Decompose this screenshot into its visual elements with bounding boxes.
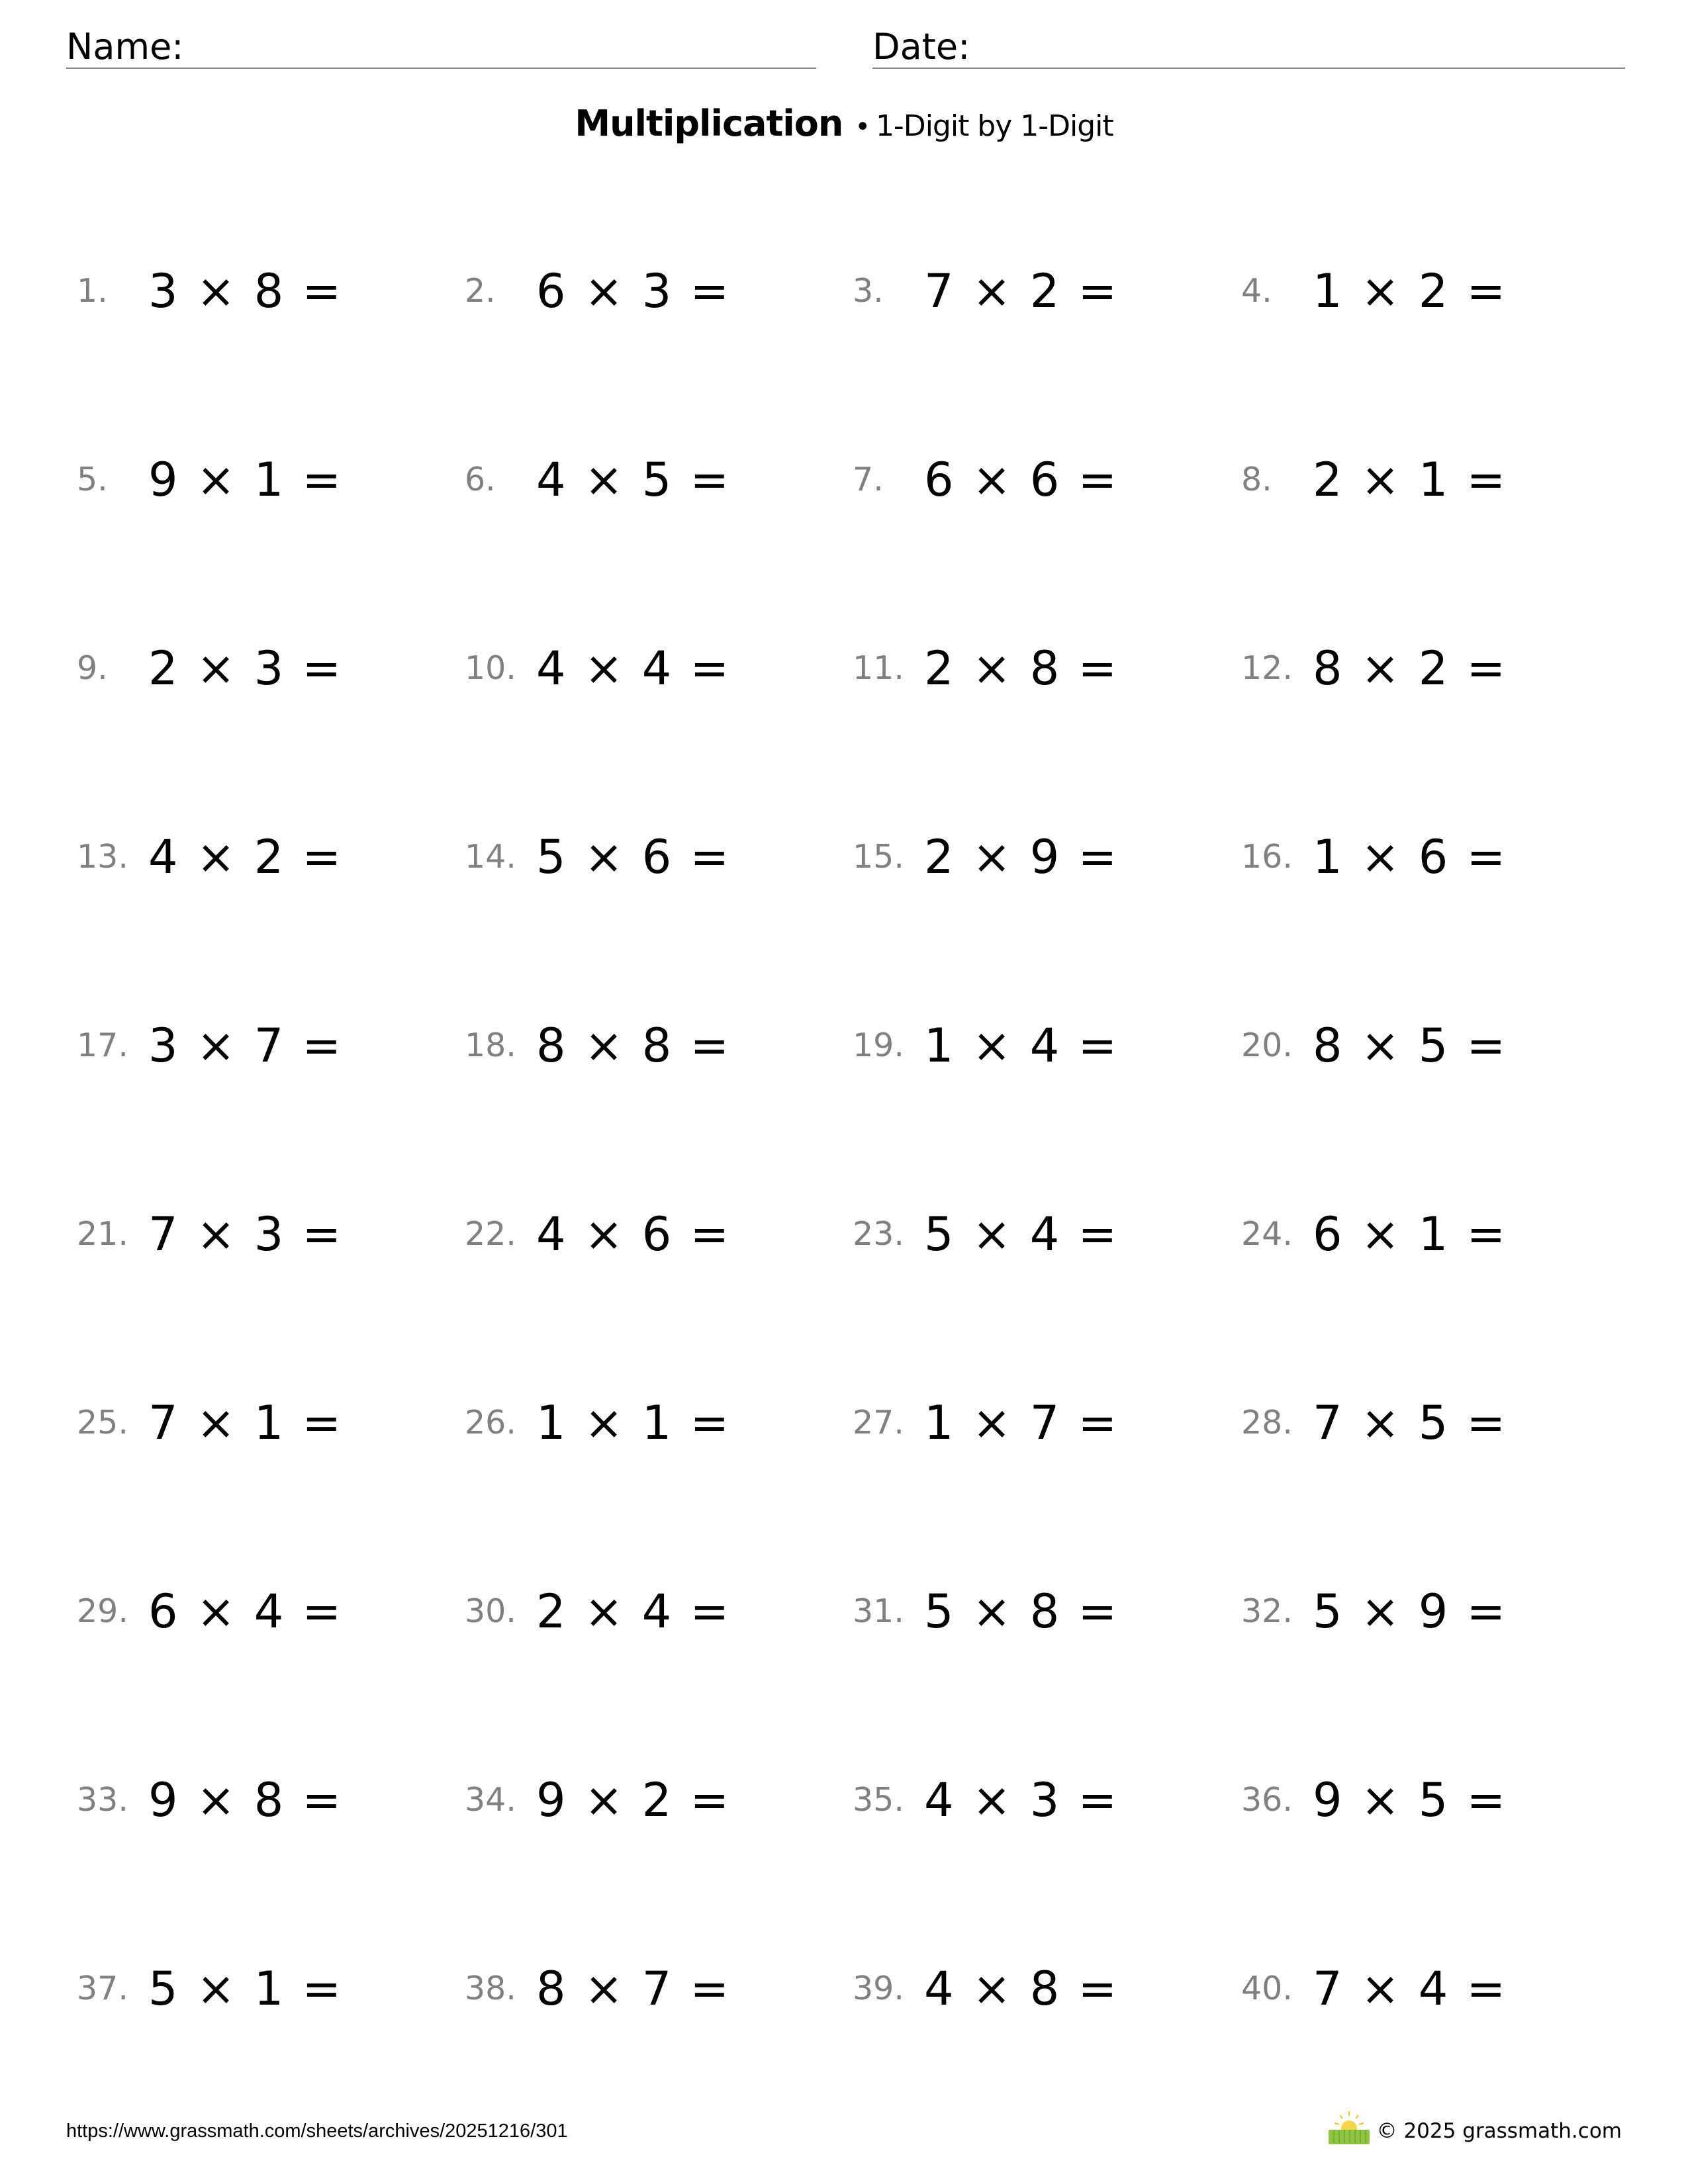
problem-number: 15. [853,838,904,876]
problem-number: 20. [1241,1026,1293,1064]
problem-expression: 1 × 1 = [536,1396,729,1450]
problem-number: 39. [853,1970,904,2007]
problem-expression: 9 × 8 = [148,1773,342,1827]
problem-expression: 1 × 4 = [924,1019,1117,1073]
problem-number: 21. [77,1215,128,1253]
problem-expression: 2 × 9 = [924,830,1117,884]
problem-expression: 3 × 7 = [148,1019,342,1073]
problem-expression: 6 × 4 = [148,1584,342,1639]
problem-number: 16. [1241,838,1293,876]
problem-expression: 4 × 4 = [536,641,729,696]
title-separator: • [855,112,870,142]
problem-expression: 5 × 8 = [924,1584,1117,1639]
problem-number: 31. [853,1592,904,1630]
problem-number: 23. [853,1215,904,1253]
problem-expression: 3 × 8 = [148,264,342,318]
problem-number: 27. [853,1404,904,1441]
problem-number: 28. [1241,1404,1293,1441]
problem-expression: 6 × 6 = [924,453,1117,507]
footer-url: https://www.grassmath.com/sheets/archives/20251216/301 [66,2120,568,2142]
problem-number: 11. [853,649,904,687]
problem-expression: 2 × 1 = [1313,453,1506,507]
problem-expression: 4 × 8 = [924,1962,1117,2016]
problem-expression: 1 × 2 = [1313,264,1506,318]
title-main: Multiplication [575,103,843,144]
problem-expression: 7 × 5 = [1313,1396,1506,1450]
problem-expression: 6 × 1 = [1313,1207,1506,1261]
problem-number: 17. [77,1026,128,1064]
problem-number: 3. [853,272,884,310]
problem-number: 37. [77,1970,128,2007]
problem-number: 30. [465,1592,516,1630]
problem-number: 26. [465,1404,516,1441]
problem-expression: 9 × 2 = [536,1773,729,1827]
problem-number: 18. [465,1026,516,1064]
problem-number: 25. [77,1404,128,1441]
problem-number: 38. [465,1970,516,2007]
problem-number: 4. [1241,272,1272,310]
problem-expression: 4 × 6 = [536,1207,729,1261]
problem-number: 14. [465,838,516,876]
problem-number: 6. [465,461,496,498]
problem-number: 29. [77,1592,128,1630]
problem-expression: 2 × 3 = [148,641,342,696]
problem-expression: 5 × 4 = [924,1207,1117,1261]
problem-expression: 9 × 5 = [1313,1773,1506,1827]
problem-expression: 7 × 2 = [924,264,1117,318]
problem-expression: 7 × 3 = [148,1207,342,1261]
problem-number: 12. [1241,649,1293,687]
problem-expression: 8 × 8 = [536,1019,729,1073]
problem-expression: 4 × 5 = [536,453,729,507]
problem-number: 2. [465,272,496,310]
problem-expression: 8 × 7 = [536,1962,729,2016]
problem-number: 24. [1241,1215,1293,1253]
grass-sun-logo-icon [1327,2110,1371,2146]
problem-expression: 1 × 7 = [924,1396,1117,1450]
problem-expression: 7 × 4 = [1313,1962,1506,2016]
problem-number: 34. [465,1781,516,1819]
problem-expression: 2 × 4 = [536,1584,729,1639]
problem-number: 13. [77,838,128,876]
problem-number: 8. [1241,461,1272,498]
problem-expression: 1 × 6 = [1313,830,1506,884]
problem-number: 10. [465,649,516,687]
problem-expression: 8 × 5 = [1313,1019,1506,1073]
problem-expression: 8 × 2 = [1313,641,1506,696]
problem-number: 5. [77,461,108,498]
problem-expression: 7 × 1 = [148,1396,342,1450]
problem-expression: 5 × 9 = [1313,1584,1506,1639]
problem-expression: 6 × 3 = [536,264,729,318]
problem-expression: 2 × 8 = [924,641,1117,696]
problem-expression: 9 × 1 = [148,453,342,507]
problem-number: 33. [77,1781,128,1819]
problem-number: 22. [465,1215,516,1253]
date-label: Date: [872,26,970,68]
title-subtitle: 1-Digit by 1-Digit [875,109,1113,143]
problem-number: 19. [853,1026,904,1064]
problem-number: 9. [77,649,108,687]
problem-number: 1. [77,272,108,310]
problem-number: 36. [1241,1781,1293,1819]
problem-expression: 4 × 2 = [148,830,342,884]
problem-number: 40. [1241,1970,1293,2007]
footer-copyright: © 2025 grassmath.com [1376,2119,1622,2143]
problem-number: 32. [1241,1592,1293,1630]
problem-expression: 5 × 6 = [536,830,729,884]
problem-number: 35. [853,1781,904,1819]
problem-expression: 4 × 3 = [924,1773,1117,1827]
name-label: Name: [66,26,184,68]
problem-number: 7. [853,461,884,498]
problem-expression: 5 × 1 = [148,1962,342,2016]
